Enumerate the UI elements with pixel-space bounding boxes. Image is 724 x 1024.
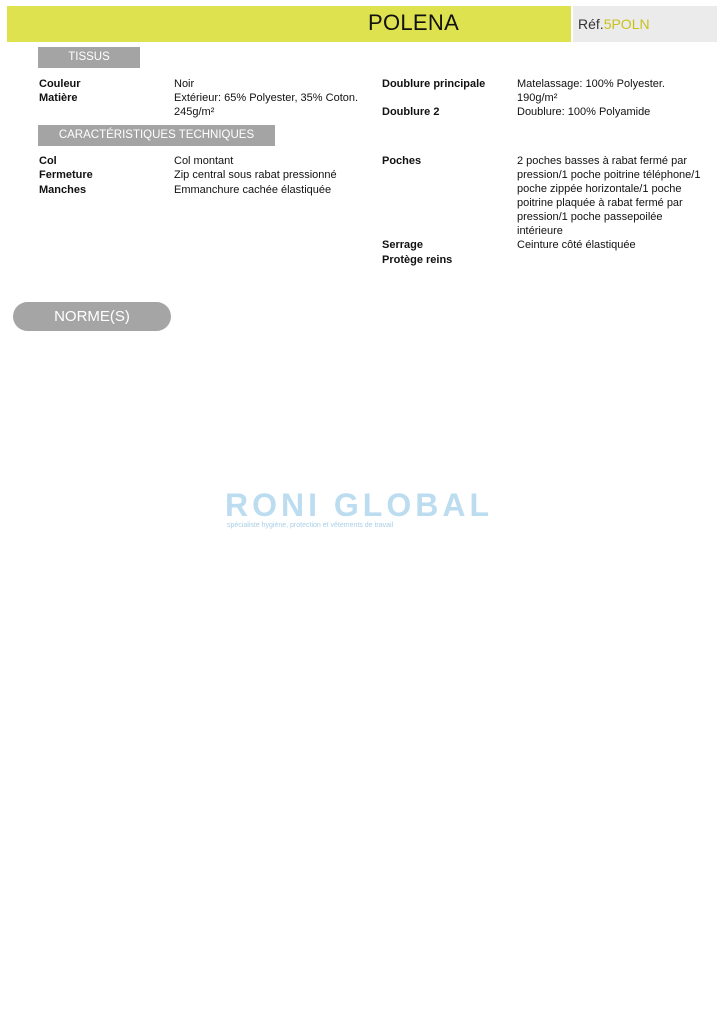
value-col: Col montant (174, 155, 234, 167)
value-fermeture: Zip central sous rabat pressionné (174, 169, 337, 181)
label-col: Col (39, 155, 57, 167)
value-serrage: Ceinture côté élastiquée (517, 239, 636, 251)
watermark-logo (225, 486, 493, 529)
value-couleur: Noir (174, 78, 195, 90)
watermark-tagline: spécialiste hygiène, protection et vêtements de travail (227, 522, 394, 529)
value-doublure-2: Doublure: 100% Polyamide (517, 106, 651, 118)
label-poches: Poches (382, 155, 422, 167)
value-manches: Emmanchure cachée élastiquée (174, 184, 332, 196)
value-doublure-principale: Matelassage: 100% Polyester. 190g/m² (517, 78, 665, 104)
label-matiere: Matière (39, 92, 78, 104)
label-serrage: Serrage (382, 239, 423, 251)
label-doublure-principale: Doublure principale (382, 78, 486, 90)
value-matiere: Extérieur: 65% Polyester, 35% Coton. 245g/m² (174, 92, 359, 118)
label-doublure-2: Doublure 2 (382, 106, 440, 118)
norme-heading: NORME(S) (13, 302, 171, 331)
watermark-name: RONI GLOBAL (225, 487, 493, 523)
reference-label: Réf. (578, 16, 604, 32)
reference-code: 5POLN (603, 16, 650, 32)
section-tissus: TISSUS (38, 47, 140, 68)
reference (578, 16, 650, 32)
section-caracteristiques: CARACTÉRISTIQUES TECHNIQUES (38, 125, 275, 146)
label-fermeture: Fermeture (39, 169, 93, 181)
label-protege-reins: Protège reins (382, 254, 453, 266)
label-couleur: Couleur (39, 78, 81, 90)
value-poches: 2 poches basses à rabat fermé par pression/1 poche poitrine téléphone/1 poche zippée horizontale/1 poche poitrine plaquée à rabat fermé par pression/1 poche passepoilée intérieure (517, 155, 701, 237)
title-bar (7, 6, 571, 42)
label-manches: Manches (39, 184, 87, 196)
page-title: POLENA (368, 10, 460, 35)
